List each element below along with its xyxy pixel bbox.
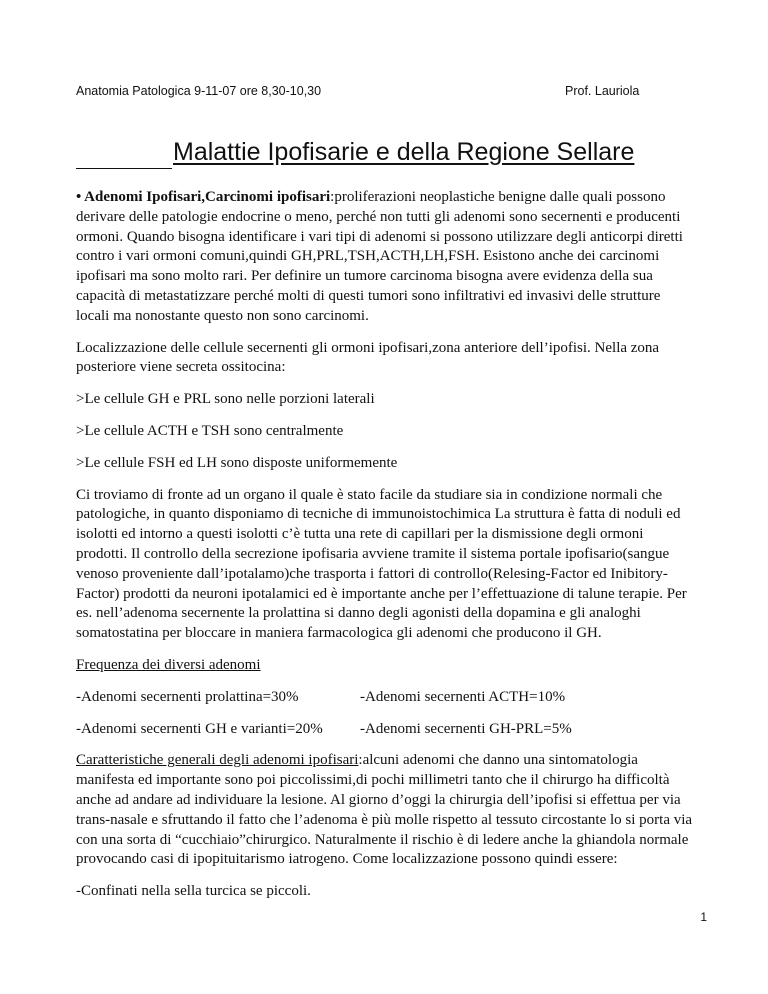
header-professor: Prof. Lauriola <box>565 84 640 98</box>
list-item: >Le cellule GH e PRL sono nelle porzioni laterali <box>76 391 375 408</box>
frequency-cell: -Adenomi secernenti GH e varianti=20% <box>76 720 323 737</box>
paragraph-adenomi <box>76 188 696 327</box>
caratteristiche-text: :alcuni adenomi che danno una sintomatologia manifesta ed importante sono poi piccolissimi,di pochi millimetri tanto che il chirurgo ha difficoltà anche ad andare ad individuare la lesione. Al giorno d’oggi la chirurgia dell’ipofisi si effettua per via trans-nasale e sfruttando il fatto che l’adenoma è più molle rispetto al tessuto circostante lo si porta via con una sorta di “cucchiaio”chirurgico. Naturalmente il rischio è di ledere anche la ghiandola normale provocando casi di ipopituitarismo iatrogeno. Come localizzazione possono quindi essere: <box>76 752 693 868</box>
list-item: >Le cellule FSH ed LH sono disposte uniformemente <box>76 454 398 471</box>
frequency-cell: -Adenomi secernenti prolattina=30% <box>76 688 299 705</box>
page-number: 1 <box>700 910 707 924</box>
frequency-cell: -Adenomi secernenti ACTH=10% <box>360 688 566 705</box>
title-block <box>76 138 696 172</box>
document-body <box>76 188 696 914</box>
paragraph-struttura: Ci troviamo di fronte ad un organo il quale è stato facile da studiare sia in condizione normali che patologiche, in quanto disponiamo di tecniche di immunoistochimica La struttura è fatta di noduli ed isolotti ed intorno a questi isolotti c’è tutta una rete di capillari per la dismissione degli ormoni prodotti. Il controllo della secrezione ipofisaria avviene tramite il sistema portale ipofisario(sangue venoso proveniente dall’ipotalamo)che trasporta i fattori di controllo(Relesing-Factor ed Inibitory-Factor) prodotti da neuroni ipotalamici ed è importante anche per l’effettuazione di talune terapie. Per es. nell’adenoma secernente la prolattina si danno degli agonisti della dopamina e gli analoghi somatostatina per bloccare in maniera farmacologica gli adenomi che producono il GH. <box>76 486 687 642</box>
paragraph-adenomi-text: :proliferazioni neoplastiche benigne dalle quali possono derivare delle patologie endocrine o meno, perché non tutti gli adenomi sono secernenti e producenti ormoni. Quando bisogna identificare i vari tipi di adenomi si possono utilizzare degli anticorpi diretti contro i vari ormoni comuni,quindi GH,PRL,TSH,ACTH,LH,FSH. Esistono anche dei carcinomi ipofisari ma sono molto rari. Per definire un tumore carcinoma bisogna avere evidenza della sua capacità di metastatizzare perché molti di questi tumori sono infiltrativi ed invasivi delle strutture locali ma nonostante questo non sono carcinomi. <box>76 189 683 324</box>
paragraph-localizzazione: Localizzazione delle cellule secernenti gli ormoni ipofisari,zona anteriore dell’ipofisi. Nella zona posteriore viene secreta ossitocina: <box>76 339 660 376</box>
bullet-heading: • Adenomi Ipofisari,Carcinomi ipofisari <box>76 189 331 205</box>
paragraph-confinati: -Confinati nella sella turcica se piccoli. <box>76 883 311 900</box>
frequency-cell: -Adenomi secernenti GH-PRL=5% <box>360 720 572 737</box>
frequency-row <box>76 720 696 740</box>
frequency-row <box>76 688 696 708</box>
paragraph-caratteristiche <box>76 751 696 870</box>
frequency-heading: Frequenza dei diversi adenomi <box>76 656 261 673</box>
document-title: Malattie Ipofisarie e della Regione Sellare <box>173 138 635 166</box>
caratteristiche-heading: Caratteristiche generali degli adenomi ipofisari <box>76 752 359 769</box>
list-item: >Le cellule ACTH e TSH sono centralmente <box>76 422 344 439</box>
title-leading-underline <box>76 168 172 169</box>
header-course-info: Anatomia Patologica 9-11-07 ore 8,30-10,30 <box>76 84 322 98</box>
